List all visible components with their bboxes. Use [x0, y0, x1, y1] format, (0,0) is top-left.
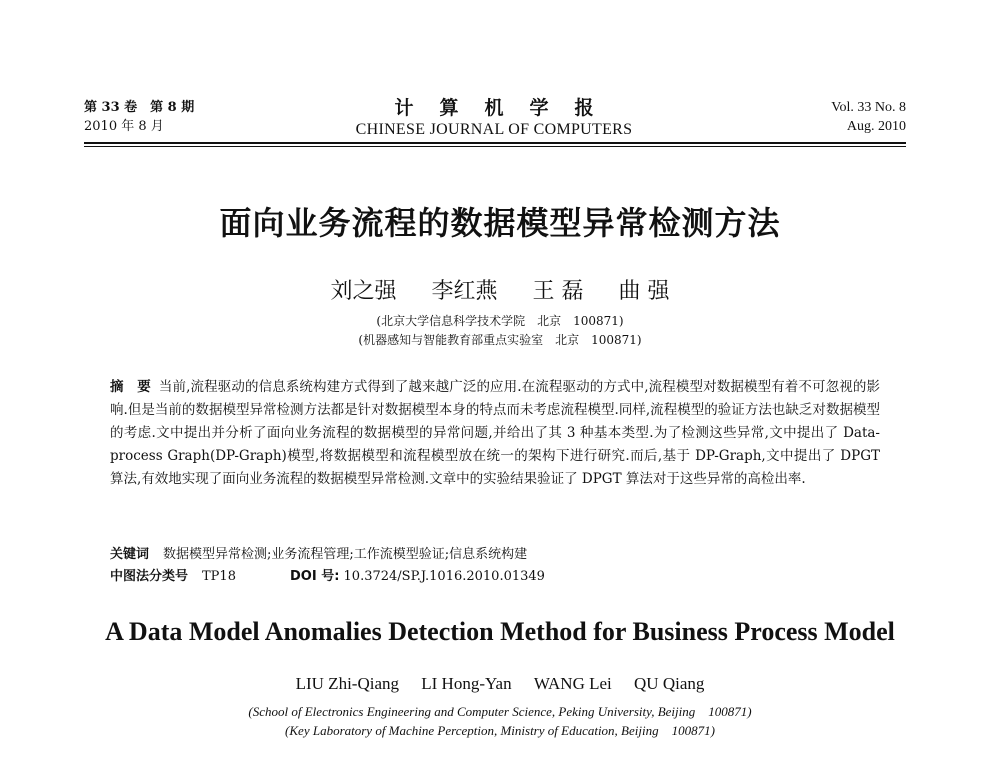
issue-info-en — [831, 98, 906, 136]
issue-info — [84, 98, 194, 136]
doi-label: DOI 号: — [289, 569, 340, 584]
journal-name-en: CHINESE JOURNAL OF COMPUTERS — [355, 121, 633, 138]
issue-date-en: Aug. 2010 — [846, 119, 906, 134]
author-en: LIU Zhi-Qiang — [295, 674, 399, 693]
author-en: WANG Lei — [533, 674, 612, 693]
keywords-label: 关键词 — [110, 547, 150, 562]
author-en: QU Qiang — [634, 674, 705, 693]
classification-line — [110, 566, 880, 588]
keywords-line — [110, 544, 880, 566]
author-cn: 李红燕 — [431, 279, 498, 304]
journal-header — [84, 98, 906, 148]
author-en: LI Hong-Yan — [421, 674, 512, 693]
abstract-text: 当前,流程驱动的信息系统构建方式得到了越来越广泛的应用.在流程驱动的方式中,流程模型对数据模型有着不可忽视的影响.但是当前的数据模型异常检测方法都是针对数据模型本身的特点而未考虑流程模型.同样,流程模型的验证方法也缺乏对数据模型的考虑.文中提出并分析了面向业务流程的数据模型的异常问题,并给出了其 3 种基本类型.为了检测这些异常,文中提出了 Data-process Graph(DP-Graph)模型,将数据模型和流程模型放在统一的架构下进行研究.而后,基于 DP-Graph,文中提出了 DPGT 算法,有效地实现了面向业务流程的数据模型异常检测.文章中的实验结果验证了 DPGT 算法对于这些异常的高检出率. — [110, 379, 881, 487]
header-rule-thin — [84, 146, 906, 147]
affiliation-cn: (机器感知与智能教育部重点实验室 北京 100871) — [358, 333, 642, 347]
volume-issue-en: Vol. 33 No. 8 — [831, 100, 906, 115]
affiliation-en: (Key Laboratory of Machine Perception, Ministry of Education, Beijing 100871) — [285, 723, 715, 738]
issue-date: 2010 年 8 月 — [84, 119, 164, 134]
keywords-block — [110, 544, 880, 588]
header-rule-thick — [84, 142, 906, 144]
author-list-cn — [0, 274, 1000, 305]
author-cn: 刘之强 — [330, 279, 397, 304]
affiliation-cn: (北京大学信息科学技术学院 北京 100871) — [376, 314, 624, 328]
journal-name-cn: 计算机学报 — [394, 97, 620, 119]
doi-value: 10.3724/SP.J.1016.2010.01349 — [343, 569, 545, 584]
affiliation-en: (School of Electronics Engineering and Computer Science, Peking University, Beijing 100871) — [248, 704, 752, 719]
volume-issue: 第 33 卷 第 8 期 — [84, 100, 195, 115]
abstract-cn — [110, 376, 880, 491]
paper-title-en: A Data Model Anomalies Detection Method for Business Process Model — [105, 617, 895, 646]
keywords-text: 数据模型异常检测;业务流程管理;工作流模型验证;信息系统构建 — [163, 547, 528, 562]
author-cn: 王 磊 — [532, 279, 584, 304]
abstract-label: 摘 要 — [110, 379, 151, 395]
journal-name — [314, 98, 674, 140]
paper-title-cn: 面向业务流程的数据模型异常检测方法 — [219, 204, 781, 242]
classification-value: TP18 — [202, 569, 236, 584]
author-cn: 曲 强 — [618, 279, 670, 304]
author-list-en — [0, 674, 1000, 694]
classification-label: 中图法分类号 — [110, 569, 189, 584]
